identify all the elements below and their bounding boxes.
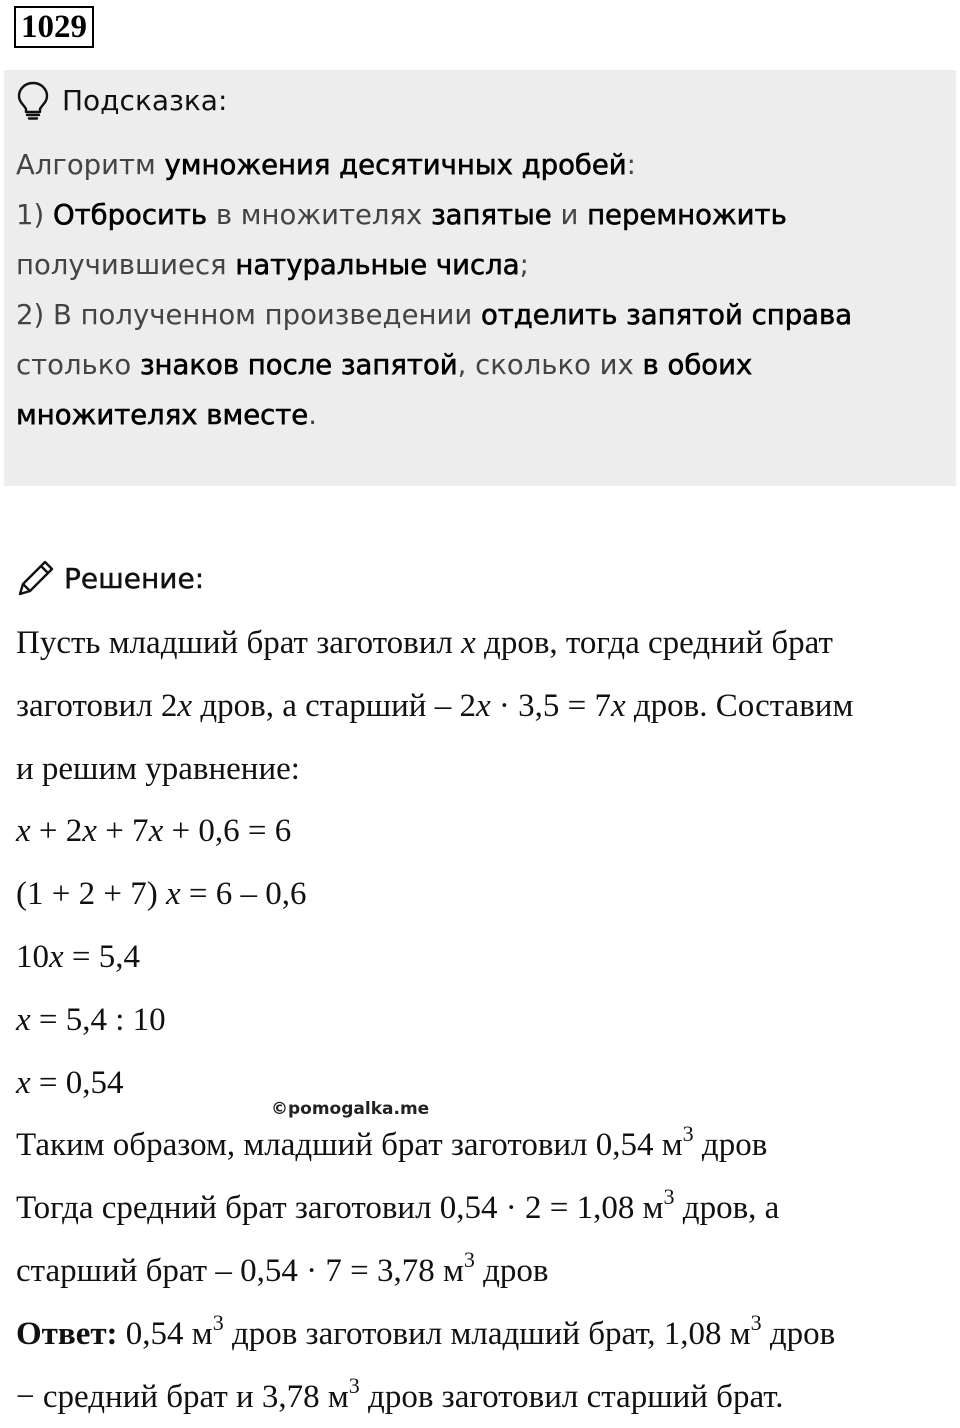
text-segment: + 2 bbox=[30, 813, 83, 850]
text-segment: дров, а старший – 2 bbox=[192, 687, 476, 724]
text-segment: x bbox=[16, 813, 31, 850]
text-segment: в множителях bbox=[207, 199, 432, 231]
lightbulb-icon bbox=[16, 80, 50, 120]
text-segment: и bbox=[551, 199, 588, 231]
text-segment: 3 bbox=[212, 1309, 224, 1335]
solution-line bbox=[16, 1052, 951, 1115]
text-segment: умножения десятичных дробей bbox=[164, 149, 627, 181]
text-segment: = 6 – 0,6 bbox=[180, 876, 307, 913]
text-segment: Таким образом, младший брат заготовил 0,54 м bbox=[16, 1127, 683, 1164]
text-segment: x bbox=[82, 813, 97, 850]
text-segment: в обоих bbox=[642, 349, 753, 381]
hint-line bbox=[16, 140, 946, 190]
text-segment: отделить запятой справа bbox=[480, 299, 853, 331]
text-segment: x bbox=[16, 1001, 31, 1038]
hint-text bbox=[16, 140, 946, 440]
solution-line bbox=[16, 1177, 951, 1240]
text-segment: знаков после запятой bbox=[139, 349, 458, 381]
solution-line bbox=[16, 1240, 951, 1303]
text-segment: 10 bbox=[16, 938, 49, 975]
text-segment: x bbox=[610, 687, 626, 724]
text-segment: заготовил 2 bbox=[16, 687, 178, 724]
solution-line bbox=[16, 1366, 951, 1428]
solution-line bbox=[16, 989, 951, 1052]
text-segment: дров заготовил старший брат. bbox=[359, 1378, 784, 1415]
watermark: ©pomogalka.me bbox=[271, 1099, 430, 1119]
text-segment: − средний брат и 3,78 м bbox=[16, 1378, 349, 1415]
text-segment: x bbox=[49, 938, 64, 975]
text-segment: столько bbox=[16, 349, 140, 381]
pencil-icon bbox=[16, 558, 56, 598]
text-segment: старший брат – 0,54 · 7 = 3,78 м bbox=[16, 1252, 464, 1289]
text-segment: дров bbox=[474, 1252, 549, 1289]
text-segment: , сколько их bbox=[457, 349, 643, 381]
text-segment: множителях вместе bbox=[16, 399, 309, 431]
text-segment: . bbox=[308, 399, 317, 431]
text-segment: Пусть младший брат заготовил bbox=[16, 625, 462, 661]
text-segment: · 3,5 = 7 bbox=[490, 687, 611, 724]
answer-label: Ответ: bbox=[16, 1315, 118, 1352]
text-segment: дров, тогда средний брат bbox=[475, 625, 833, 661]
text-segment: x bbox=[461, 625, 476, 661]
solution-line bbox=[16, 926, 951, 989]
text-segment: + 7 bbox=[96, 813, 149, 850]
text-segment: 3 bbox=[682, 1121, 694, 1147]
text-segment: Тогда средний брат заготовил 0,54 · 2 = 1,08 м bbox=[16, 1190, 664, 1227]
text-segment: дров bbox=[761, 1315, 836, 1352]
solution-line bbox=[16, 863, 951, 926]
solution-line bbox=[16, 738, 951, 801]
task-number: 1029 bbox=[14, 6, 94, 48]
text-segment: получившиеся bbox=[16, 249, 236, 281]
text-segment: x bbox=[148, 813, 164, 850]
text-segment: дров bbox=[693, 1127, 768, 1164]
text-segment: x bbox=[475, 687, 491, 724]
hint-line bbox=[16, 340, 946, 390]
text-segment: (1 + 2 + 7) bbox=[16, 876, 166, 913]
hint-title-label: Подсказка: bbox=[62, 83, 228, 117]
solution-text bbox=[16, 612, 951, 1428]
hint-title bbox=[16, 78, 227, 122]
text-segment: 3 bbox=[348, 1372, 360, 1398]
text-segment: + 0,6 = 6 bbox=[163, 813, 292, 850]
text-segment: x bbox=[16, 1064, 31, 1101]
text-segment: 3 bbox=[750, 1309, 762, 1335]
text-segment: x bbox=[165, 876, 181, 913]
solution-line bbox=[16, 1114, 951, 1177]
hint-line bbox=[16, 240, 946, 290]
text-segment: = 5,4 : 10 bbox=[30, 1001, 166, 1038]
text-segment: 0,54 м bbox=[117, 1315, 213, 1352]
solution-line bbox=[16, 612, 951, 675]
text-segment: ; bbox=[519, 249, 529, 281]
solution-title-label: Решение: bbox=[64, 561, 205, 595]
text-segment: x bbox=[177, 687, 193, 724]
text-segment: = 5,4 bbox=[63, 938, 141, 975]
solution-line bbox=[16, 1303, 951, 1366]
solution-line bbox=[16, 675, 951, 738]
hint-line bbox=[16, 390, 946, 440]
text-segment: дров. Составим bbox=[625, 687, 854, 724]
text-segment: 3 bbox=[463, 1246, 475, 1272]
text-segment: : bbox=[626, 149, 636, 181]
text-segment: перемножить bbox=[587, 199, 787, 231]
text-segment: 2) В полученном произведении bbox=[16, 299, 481, 331]
text-segment: дров, а bbox=[674, 1190, 780, 1227]
text-segment: запятые bbox=[431, 199, 552, 231]
text-segment: и решим уравнение: bbox=[16, 750, 300, 787]
text-segment: натуральные числа bbox=[235, 249, 520, 281]
text-segment: Отбросить bbox=[52, 199, 208, 231]
text-segment: Алгоритм bbox=[16, 149, 165, 181]
text-segment: дров заготовил младший брат, 1,08 м bbox=[223, 1315, 751, 1352]
hint-line bbox=[16, 290, 946, 340]
solution-line bbox=[16, 800, 951, 863]
text-segment: 3 bbox=[663, 1184, 675, 1210]
hint-line bbox=[16, 190, 946, 240]
text-segment: = 0,54 bbox=[30, 1064, 124, 1101]
solution-title bbox=[16, 556, 204, 600]
text-segment: 1) bbox=[16, 199, 53, 231]
